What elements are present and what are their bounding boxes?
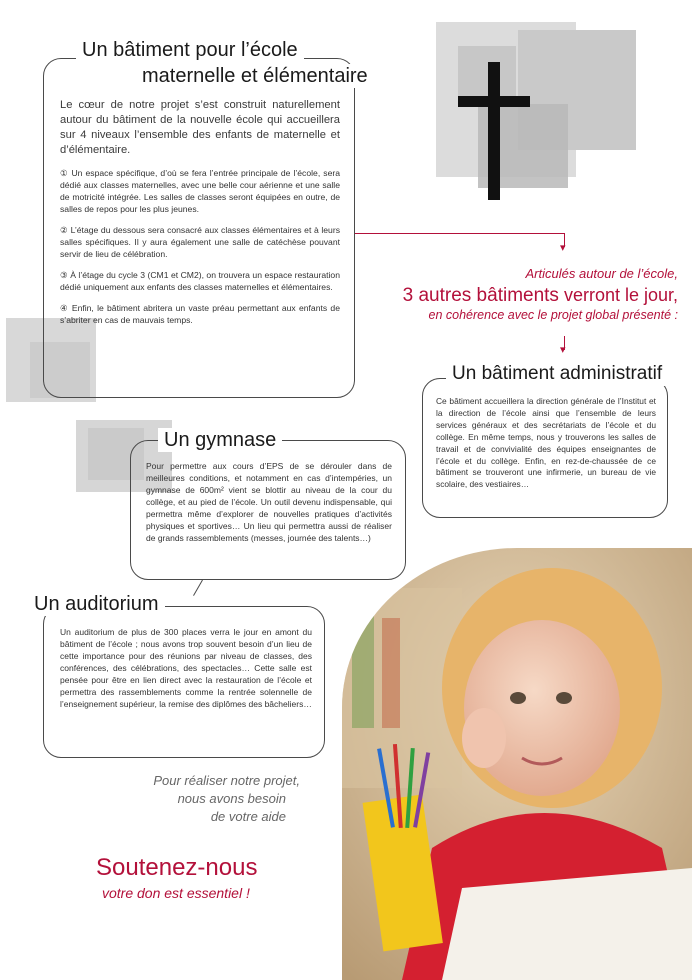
- announce-line2: [403, 284, 678, 307]
- auditorium-title: Un auditorium: [28, 592, 165, 616]
- school-building-intro: Le cœur de notre projet s’est construit naturellement autour du bâtiment de la nouvelle école qui accueillera sur 4 niveaux l’ensemble des enfants de maternelle et d’élémentaire.: [60, 99, 340, 156]
- admin-building-title: Un bâtiment administratif: [446, 362, 668, 386]
- school-building-point-1: ① Un espace spécifique, d’où se fera l’entrée principale de l’école, sera dédié aux classes maternelles, avec une belle cour aérienne et une salle de motricité intégrée. Les salles de classes seront équipées en outre, de salles de repos pour les plus jeunes.: [60, 168, 340, 214]
- school-building-title-line1: Un bâtiment pour l’école: [82, 39, 298, 61]
- school-building-text: [60, 98, 340, 335]
- appeal-subline: votre don est essentiel !: [102, 885, 250, 901]
- cross-icon-vertical: [488, 62, 500, 200]
- announce-highlight: 3 autres bâtiments: [402, 285, 559, 306]
- appeal-headline: Soutenez-nous: [96, 854, 258, 881]
- decor-square-small: [458, 46, 516, 102]
- gym-title: Un gymnase: [158, 428, 282, 452]
- announce-line3: en cohérence avec le projet global présenté :: [428, 308, 678, 322]
- school-building-point-3: ③ À l’étage du cycle 3 (CM1 et CM2), on trouvera un espace restauration dédié uniquement aux enfants des classes maternelles et élémentaires.: [60, 270, 340, 292]
- admin-building-text: Ce bâtiment accueillera la direction générale de l’Institut et la direction de l’école ainsi que l’ensemble de leurs services généraux et des secrétariats de l’école et du collège. En même temps, nous y trouverons les salles de travail et de convivialité des équipes enseignantes de l’école et du collège. Enfin, en rez-de-chaussée de ce bâtiment se trouveront une infirmerie, un bureau de vie scolaire, des vestiaires…: [436, 396, 656, 490]
- announce-line2-rest: verront le jour,: [558, 285, 678, 305]
- arrow-down-icon: ▾: [560, 242, 566, 254]
- gym-text: Pour permettre aux cours d’EPS de se dérouler dans de meilleures conditions, et notamment en cas d’intempéries, un gymnase de 600m² vient se blottir au niveau de la cour du collège, et au pied de l’école. Un outil devenu indispensable, qui permettra même d’explorer de nouvelles pratiques d’activités physiques et sportives… Un lieu qui permettra aussi de réaliser de grands rassemblements (messes, journée des talents…): [146, 461, 392, 543]
- gym-arrow-line: [193, 580, 203, 596]
- auditorium-text: Un auditorium de plus de 300 places verra le jour en amont du bâtiment de l’école ; nous avons trop souvent besoin d’un lieu de cette importance pour des réunions par niveau de classes, des conférences, des célébrations, des spectacles… Cette salle est pensée pour être en lien direct avec la restauration de l’école et permettra des rassemblements comme la rentrée solennelle de l’enseignement supérieur, la remise des diplômes des bâcheliers…: [60, 627, 312, 709]
- school-building-title: [76, 38, 304, 62]
- child-photo: [342, 548, 692, 980]
- connector-line: [355, 233, 565, 234]
- appeal-line1: Pour réaliser notre projet,: [153, 773, 300, 788]
- appeal-line2: nous avons besoin: [177, 791, 286, 806]
- appeal-text: [120, 772, 300, 826]
- cross-icon-horizontal: [458, 96, 530, 107]
- appeal-line3: de votre aide: [210, 809, 286, 824]
- arrow-down-icon-2: ▾: [560, 344, 566, 356]
- school-building-point-4: ④ Enfin, le bâtiment abritera un vaste préau permettant aux enfants de s’abriter en cas de mauvais temps.: [60, 303, 340, 325]
- school-building-title-2: [138, 64, 372, 88]
- school-building-point-2: ② L’étage du dessous sera consacré aux classes élémentaires et à leurs salles spécifiques. Il y aura également une salle de catéchèse pouvant servir de lieu de célébration.: [60, 225, 340, 259]
- school-building-title-line2: maternelle et élémentaire: [142, 65, 368, 87]
- announce-line1: Articulés autour de l’école,: [525, 266, 678, 281]
- child-photo-image: [342, 548, 692, 980]
